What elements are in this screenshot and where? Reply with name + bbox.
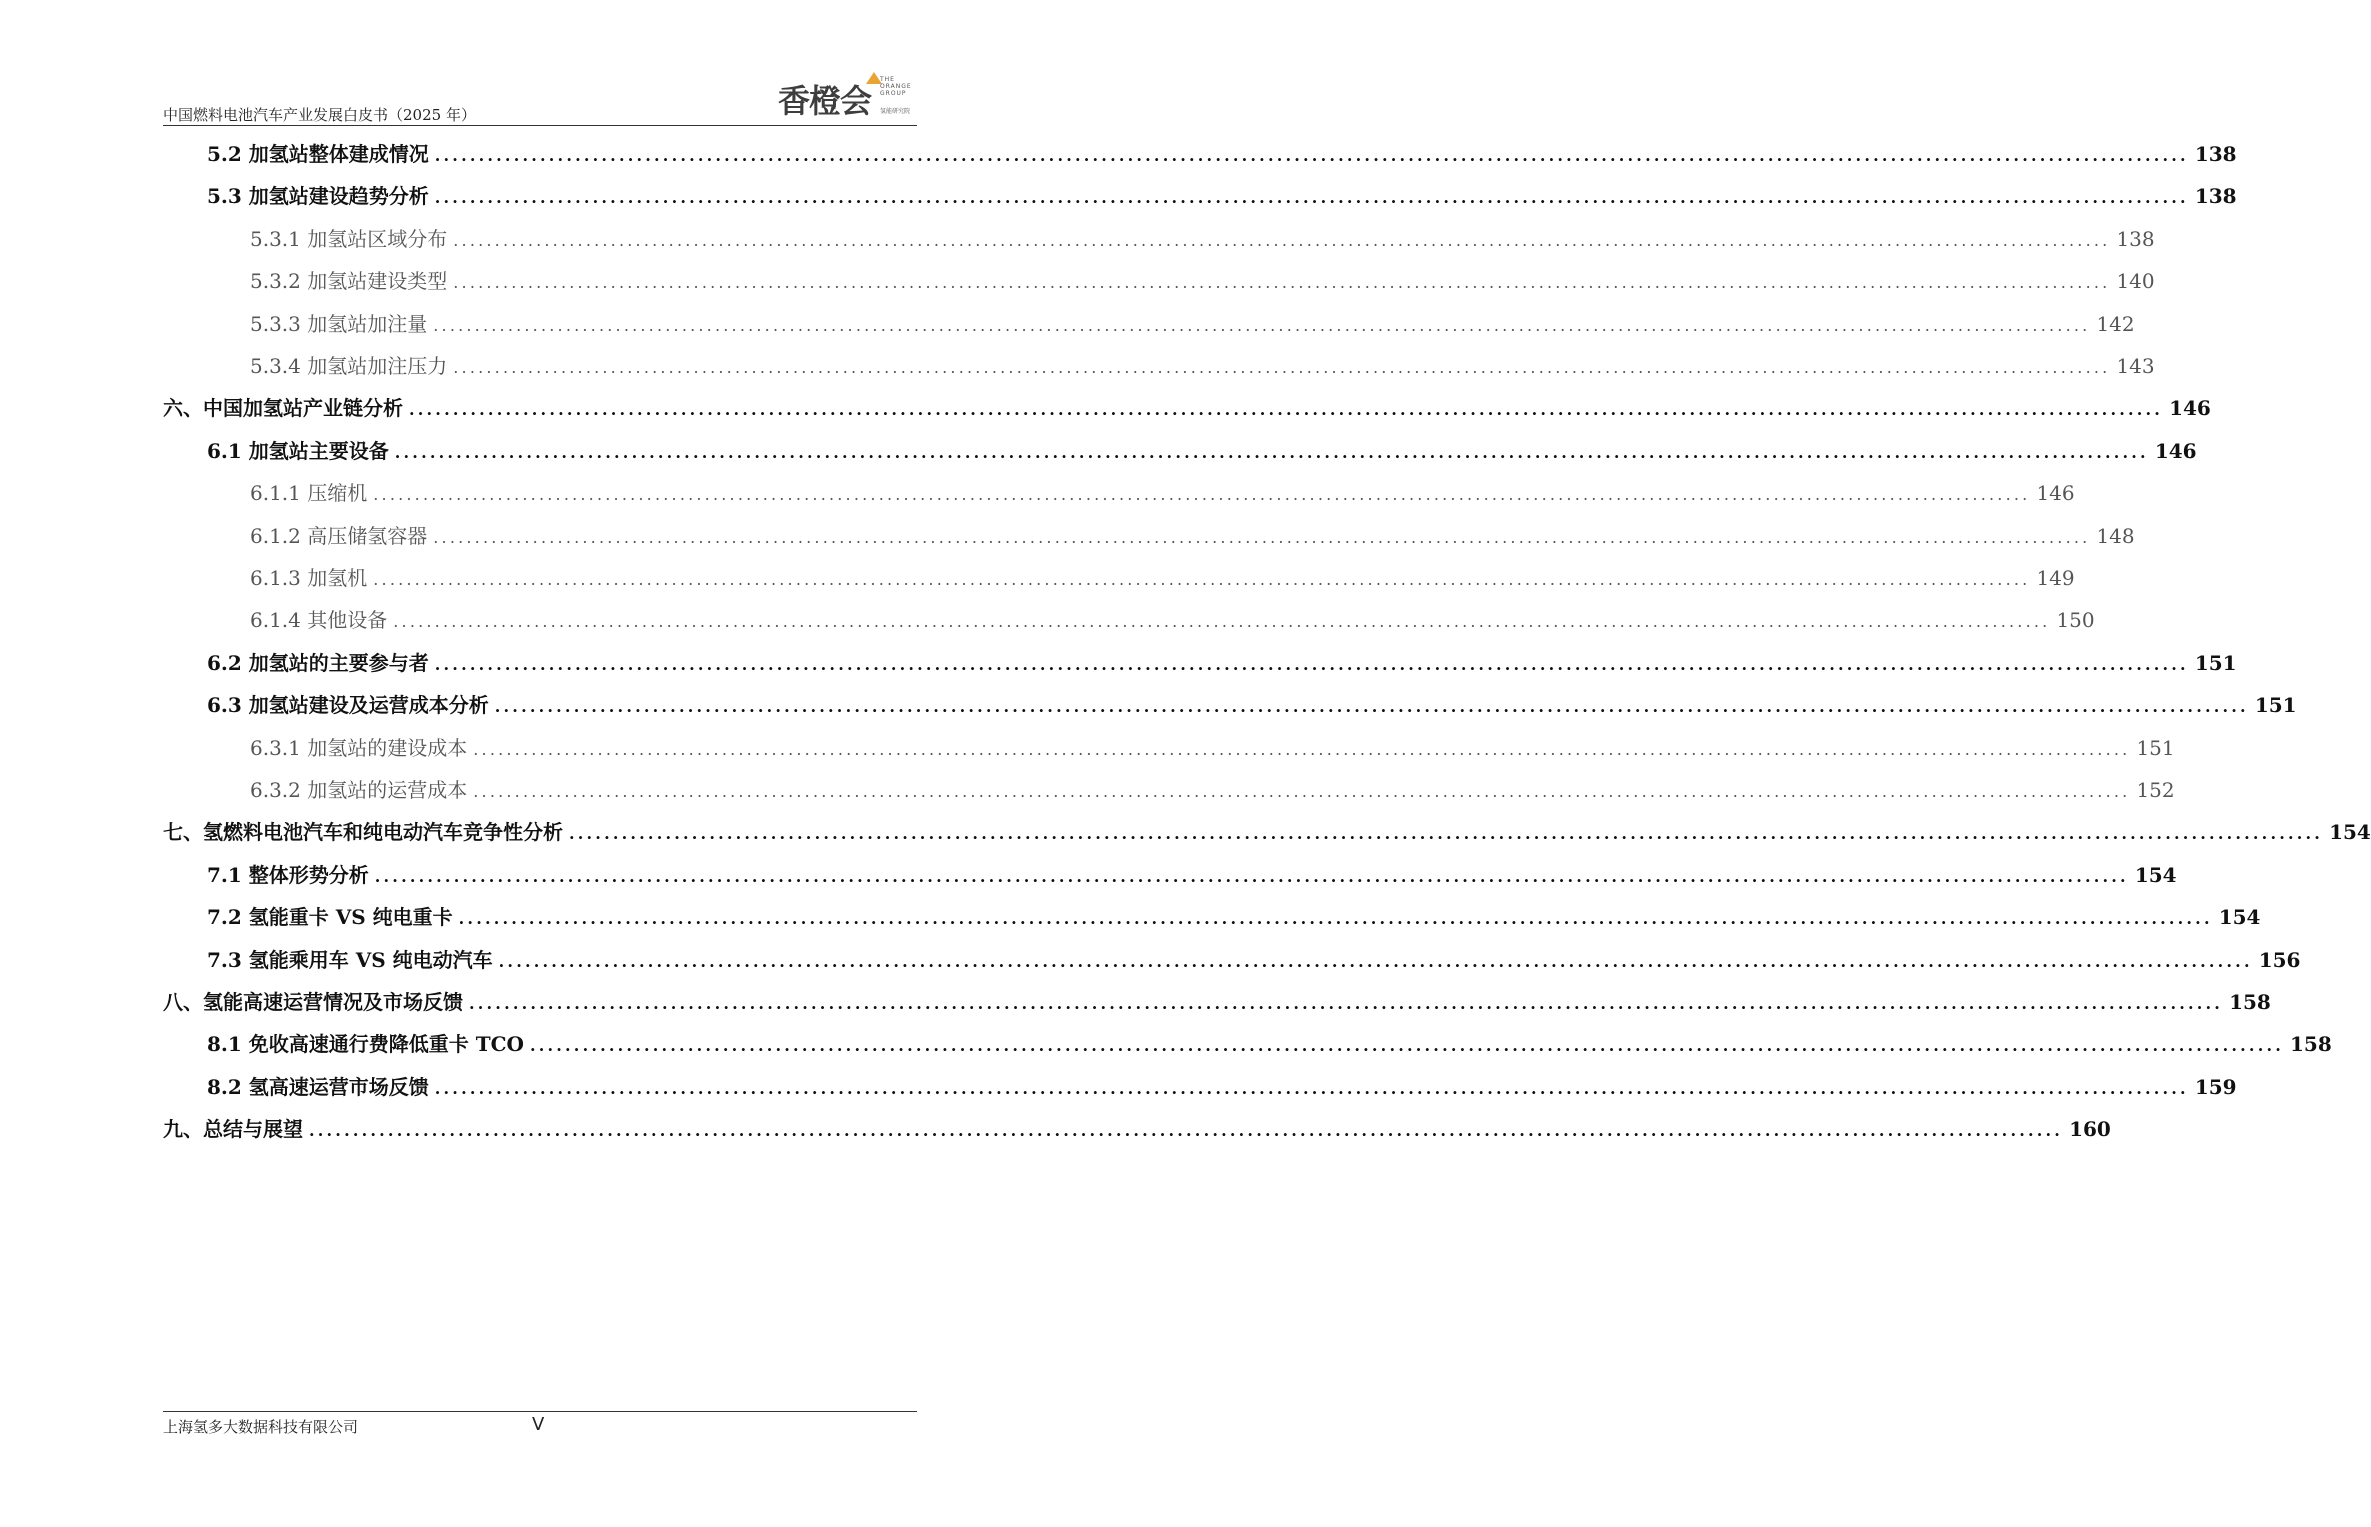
toc-entry-number: 6.3.2 [250,778,308,802]
toc-entry[interactable] [207,859,2177,889]
toc-entry-page: 138 [2194,184,2237,209]
toc-dot-leader: ........................................................................................................................................................................................................ [433,527,2091,547]
toc-entry[interactable] [250,265,2155,295]
footer-company: 上海氢多大数据科技有限公司 [163,1418,359,1436]
toc-entry-label: 六、中国加氢站产业链分析 [163,396,403,421]
toc-entry-number: 5.3.1 [250,226,308,251]
toc-entry[interactable] [250,604,2095,634]
toc-entry-page: 143 [2116,354,2155,378]
toc-entry-label: 加氢站的主要参与者 [248,650,429,675]
toc-entry-label: 压缩机 [307,481,368,506]
toc-entry-number: 6.1.2 [250,523,308,548]
header-divider [163,125,917,126]
toc-entry[interactable] [207,435,2197,465]
toc-entry-number: 5.3 [207,184,249,209]
toc-dot-leader: ........................................................................................................................................................................................................ [453,230,2111,250]
toc-dot-leader: ........................................................................................................................................................................................................ [394,442,2149,462]
toc-entry[interactable] [207,1071,2237,1101]
logo-subtitle: 氢能研究院 [880,108,911,115]
toc-entry-number: 6.1.3 [250,566,308,590]
toc-dot-leader: ........................................................................................................................................................................................................ [309,1121,2064,1141]
toc-entry[interactable] [163,392,2211,422]
toc-entry-page: 146 [2169,396,2211,421]
toc-dot-leader: ........................................................................................................................................................................................................ [434,188,2189,208]
toc-entry-number: 6.1 [207,438,249,463]
toc-entry-page: 148 [2096,523,2135,548]
toc-entry-label: 其他设备 [307,608,388,633]
toc-entry-number: 6.3.1 [250,735,308,760]
toc-entry-label: 加氢站整体建成情况 [248,142,429,166]
toc-entry[interactable] [163,816,2371,846]
toc-entry[interactable] [250,308,2135,338]
toc-entry-number: 8.2 [207,1074,249,1099]
toc-entry[interactable] [250,732,2175,762]
toc-dot-leader: ........................................................................................................................................................................................................ [529,1036,2285,1056]
toc-dot-leader: ........................................................................................................................................................................................................ [434,146,2189,165]
toc-entry-page: 149 [2036,566,2075,590]
toc-entry-page: 154 [2218,905,2261,930]
toc-dot-leader: ........................................................................................................................................................................................................ [569,824,2324,844]
toc-dot-leader: ........................................................................................................................................................................................................ [453,358,2111,377]
toc-entry-number: 6.1.4 [250,608,308,633]
toc-entry-number: 5.2 [207,142,249,166]
toc-entry-label: 加氢站的运营成本 [307,778,468,802]
toc-entry-label: 氢能乘用车 VS 纯电动汽车 [248,947,493,972]
toc-entry-page: 146 [2154,438,2197,463]
toc-entry-label: 加氢站加注压力 [307,354,448,378]
toc-entry-label: 加氢站主要设备 [248,438,389,463]
toc-dot-leader: ........................................................................................................................................................................................................ [393,612,2051,632]
running-header-title: 中国燃料电池汽车产业发展白皮书（2025 年） [163,106,476,124]
toc-entry-page: 140 [2116,269,2155,294]
toc-entry-number: 6.2 [207,650,249,675]
toc-entry-page: 151 [2194,650,2237,675]
toc-entry[interactable] [207,1028,2332,1058]
toc-entry-page: 142 [2096,311,2135,336]
toc-entry[interactable] [207,944,2301,974]
toc-entry-page: 159 [2194,1074,2237,1099]
toc-dot-leader: ........................................................................................................................................................................................................ [433,315,2091,335]
toc-entry-label: 加氢站的建设成本 [307,735,468,760]
toc-entry-page: 156 [2258,947,2301,972]
toc-entry-number: 5.3.4 [250,354,308,378]
toc-entry[interactable] [250,223,2155,253]
toc-dot-leader: ........................................................................................................................................................................................................ [373,570,2031,589]
toc-entry-number: 6.3 [207,693,249,718]
toc-dot-leader: ........................................................................................................................................................................................................ [458,909,2213,929]
toc-entry-label: 加氢站建设类型 [307,269,448,294]
brand-logo [778,70,918,120]
toc-entry-number: 7.1 [207,862,249,887]
toc-entry-page: 154 [2329,820,2371,845]
toc-entry[interactable] [207,901,2261,931]
toc-entry-label: 氢高速运营市场反馈 [248,1074,429,1099]
toc-entry[interactable] [250,520,2135,550]
toc-dot-leader: ........................................................................................................................................................................................................ [374,866,2129,886]
toc-dot-leader: ........................................................................................................................................................................................................ [453,273,2111,293]
toc-entry[interactable] [207,647,2237,677]
toc-entry-label: 七、氢燃料电池汽车和纯电动汽车竞争性分析 [163,820,563,845]
toc-entry-label: 九、总结与展望 [163,1117,303,1142]
toc-entry-page: 150 [2056,608,2095,633]
page-number: V [532,1414,545,1435]
toc-entry-label: 八、氢能高速运营情况及市场反馈 [163,990,463,1014]
logo-english-name: THE ORANGE GROUP [880,76,912,97]
toc-entry-page: 151 [2254,693,2297,718]
toc-dot-leader: ........................................................................................................................................................................................................ [498,951,2253,971]
toc-entry-label: 加氢机 [307,566,368,590]
logo-chinese-name: 香橙会 [778,82,872,120]
toc-dot-leader: ........................................................................................................................................................................................................ [469,994,2224,1013]
toc-entry-label: 加氢站加注量 [307,311,428,336]
toc-entry-label: 氢能重卡 VS 纯电重卡 [248,905,453,930]
toc-entry-page: 160 [2069,1117,2111,1142]
toc-entry-label: 整体形势分析 [248,862,369,887]
toc-dot-leader: ........................................................................................................................................................................................................ [473,739,2131,759]
toc-entry-number: 8.1 [207,1032,249,1057]
toc-entry[interactable] [163,986,2271,1016]
toc-entry-page: 138 [2194,142,2237,166]
toc-entry-page: 138 [2116,226,2155,251]
toc-entry[interactable] [207,689,2297,719]
toc-entry-page: 158 [2290,1032,2332,1057]
toc-dot-leader: ........................................................................................................................................................................................................ [473,782,2131,801]
toc-entry-page: 158 [2229,990,2271,1014]
toc-dot-leader: ........................................................................................................................................................................................................ [434,654,2189,674]
toc-dot-leader: ........................................................................................................................................................................................................ [494,697,2249,717]
toc-dot-leader: ........................................................................................................................................................................................................ [434,1078,2189,1098]
toc-dot-leader: ........................................................................................................................................................................................................ [409,400,2164,420]
toc-entry[interactable] [250,477,2075,507]
toc-entry-page: 152 [2136,778,2175,802]
toc-entry-page: 151 [2136,735,2175,760]
toc-dot-leader: ........................................................................................................................................................................................................ [373,485,2031,505]
toc-entry-label: 高压储氢容器 [307,523,428,548]
toc-entry[interactable] [250,562,2075,592]
toc-entry-number: 7.2 [207,905,249,930]
toc-entry-label: 加氢站区域分布 [307,226,448,251]
toc-entry-label: 免收高速通行费降低重卡 TCO [248,1032,524,1057]
toc-entry-number: 5.3.3 [250,311,308,336]
toc-entry[interactable] [163,1113,2111,1143]
footer-divider [163,1411,917,1412]
toc-entry-number: 7.3 [207,947,249,972]
toc-entry-number: 6.1.1 [250,481,308,506]
toc-entry[interactable] [250,350,2155,380]
toc-entry-label: 加氢站建设及运营成本分析 [248,693,489,718]
toc-entry-number: 5.3.2 [250,269,308,294]
toc-entry-page: 146 [2036,481,2075,506]
toc-entry[interactable] [207,138,2237,168]
toc-entry[interactable] [207,180,2237,210]
toc-entry-page: 154 [2134,862,2177,887]
toc-entry-label: 加氢站建设趋势分析 [248,184,429,209]
toc-entry[interactable] [250,774,2175,804]
